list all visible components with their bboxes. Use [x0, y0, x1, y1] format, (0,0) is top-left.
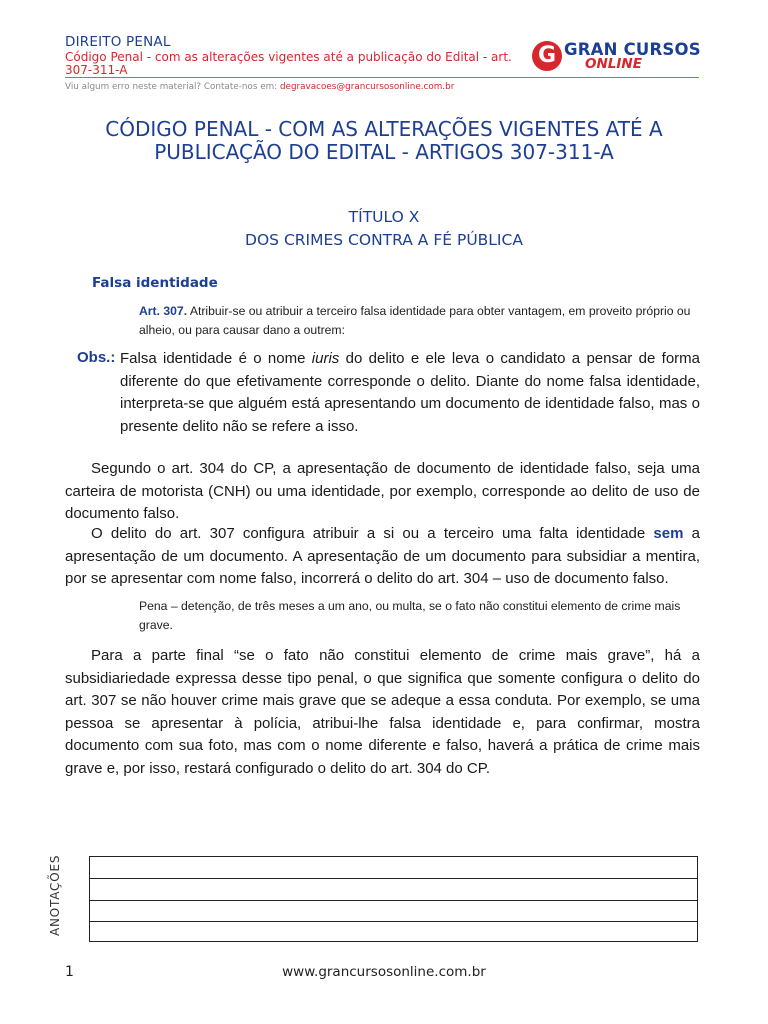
document-title-line1: CÓDIGO PENAL - COM AS ALTERAÇÕES VIGENTES ATÉ A	[105, 117, 663, 141]
header-subject: DIREITO PENAL	[65, 34, 171, 50]
obs-label: Obs.:	[77, 349, 116, 366]
paragraph-3	[65, 645, 700, 780]
obs-text-part2: do delito e ele leva o candidato a pensar de forma diferente do que efetivamente corresponde o delito. Diante do nome falsa identidade, interpreta-se que alguém está apresentando um documento de identidade falso, mas o presente delito não se refere a isso.	[120, 350, 700, 435]
article-body: Atribuir-se ou atribuir a terceiro falsa identidade para obter vantagem, em proveito próprio ou alheio, ou para causar dano a outrem:	[139, 304, 691, 337]
logo-text-line2: ONLINE	[585, 56, 642, 72]
gran-cursos-logo	[532, 40, 700, 76]
paragraph-1	[65, 458, 700, 526]
section-heading: Falsa identidade	[92, 275, 218, 291]
paragraph-2-part1: O delito do art. 307 configura atribuir a si ou a terceiro uma falta identidade	[91, 525, 654, 542]
footer-website-link[interactable]: www.grancursosonline.com.br	[282, 964, 486, 980]
obs-text	[120, 348, 700, 438]
header-divider	[65, 77, 699, 78]
notes-line	[90, 900, 697, 901]
document-title-line2: PUBLICAÇÃO DO EDITAL - ARTIGOS 307-311-A	[154, 140, 614, 164]
logo-text-line1: GRAN CURSOS	[564, 40, 701, 59]
titulo-number: TÍTULO X	[348, 208, 420, 226]
paragraph-2-part2: a apresentação de um documento. A apresentação de um documento para subsidiar a mentira, por se apresentar com nome falso, incorrerá o delito do art. 304 – uso de documento falso.	[65, 525, 700, 587]
header-contact	[65, 82, 454, 92]
header-course-title: Código Penal - com as alterações vigentes até a publicação do Edital - art. 307-311-A	[65, 50, 512, 77]
notes-box[interactable]	[89, 856, 698, 942]
logo-g-mark: G	[537, 43, 557, 68]
paragraph-2-bold: sem	[653, 525, 684, 542]
obs-text-italic: iuris	[311, 350, 340, 367]
article-label: Art. 307.	[139, 304, 188, 318]
notes-line	[90, 878, 697, 879]
obs-text-part1: Falsa identidade é o nome	[120, 350, 312, 367]
titulo-heading	[96, 206, 672, 252]
notes-line	[90, 921, 697, 922]
page-number: 1	[65, 964, 74, 980]
notes-label: ANOTAÇÕES	[48, 854, 62, 936]
paragraph-1-text: Segundo o art. 304 do CP, a apresentação de documento de identidade falso, seja uma carteira de motorista (CNH) ou uma identidade, por exemplo, corresponde ao delito de uso de documento falso.	[65, 460, 700, 522]
contact-email-link[interactable]: degravacoes@grancursosonline.com.br	[279, 82, 455, 92]
paragraph-3-text: Para a parte final “se o fato não constitui elemento de crime mais grave”, há a subsidiariedade expressa desse tipo penal, o que significa que somente configura o delito do art. 307 se não houver crime mais grave que se adeque a essa conduta. Por exemplo, se uma pessoa se apresentar à polícia, atribui-lhe falsa identidade e, para confirmar, mostra documento com sua foto, mas com o nome diferente e falso, haverá a prática de crime mais grave e, por isso, restará configurado o delito do art. 304 do CP.	[65, 647, 700, 777]
document-title	[96, 118, 672, 164]
paragraph-2	[65, 523, 700, 591]
article-307-text	[139, 302, 705, 340]
titulo-name: DOS CRIMES CONTRA A FÉ PÚBLICA	[245, 231, 523, 249]
contact-prefix: Viu algum erro neste material? Contate-nos em:	[65, 82, 280, 92]
pena-text: Pena – detenção, de três meses a um ano, ou multa, se o fato não constitui elemento de crime mais grave.	[139, 599, 681, 632]
